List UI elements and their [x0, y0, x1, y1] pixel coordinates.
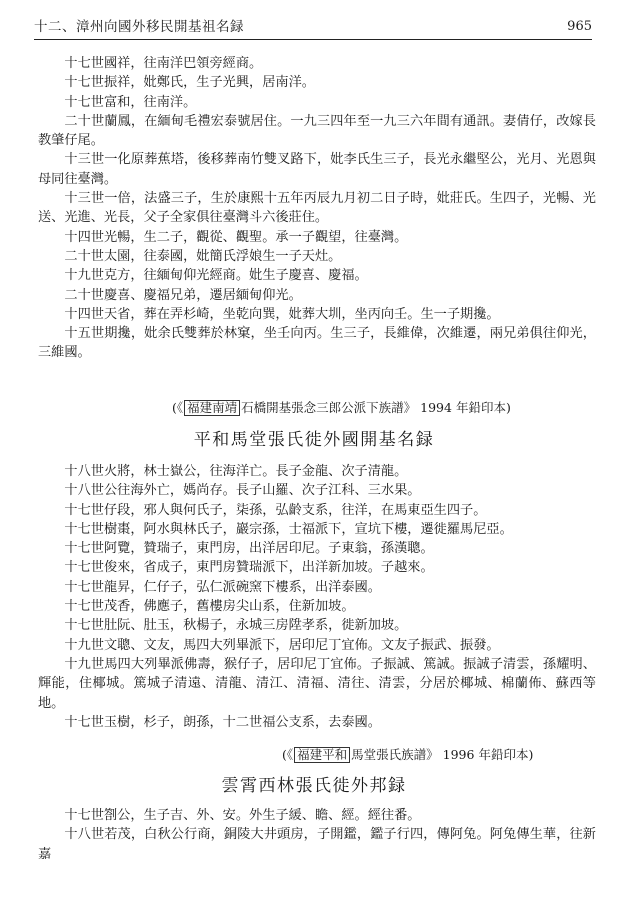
page-number: 965	[567, 19, 592, 34]
section2-body	[38, 462, 596, 732]
paragraph: 十七世龍昇，仁仔子，弘仁派碗窯下樓系，出洋泰國。	[64, 579, 381, 595]
paragraph: 十四世光暢，生二子，觀從、觀聖。承一子觀望，往臺灣。	[64, 229, 408, 245]
paragraph: 十七世富和，往南洋。	[64, 94, 197, 110]
section-title: 雲霄西林張氏徙外邦録	[221, 776, 407, 796]
citation-tag: 福建平和	[294, 747, 350, 763]
paragraph: 十七世樹棗，阿水與林氏子，巖宗孫，士福派下，宣坑下樓，遷徙羅馬尼亞。	[64, 521, 513, 537]
section-title: 平和馬堂張氏徙外國開基名録	[193, 430, 435, 450]
chapter-title: 十二、漳州向國外移民開基祖名録	[34, 19, 244, 35]
paragraph: 十七世肚阮、肚玉，秋楊子，永城三房陞孝系，徙新加坡。	[64, 618, 408, 634]
section3-body	[38, 806, 596, 864]
citation-edition: 1996 年鉛印本)	[442, 747, 534, 762]
citation-edition: 1994 年鉛印本)	[420, 400, 511, 415]
citation-tag: 福建南靖	[184, 400, 240, 416]
paragraph: 十七世茂香，佛應子，舊樓房尖山系，住新加坡。	[64, 599, 355, 615]
paragraph: 十四世天省，葬在弄杉崎，坐乾向巽，妣葬大圳，坐丙向壬。生一子期攙。	[64, 306, 500, 322]
paragraph: 十七世劄公，生子吉、外、安。外生子緩、瞻、經。經往番。	[64, 808, 421, 823]
citation-open: (《	[282, 747, 294, 762]
paragraph: 十九世克方，往緬甸仰光經商。妣生子慶喜、慶福。	[64, 268, 368, 284]
paragraph: 十五世期攙，妣余氏雙葬於林窠，坐壬向丙。生三子，長維偉，次維遷，兩兄弟俱往仰光，三維國。	[38, 326, 596, 361]
paragraph: 十三世一化原葬蕉塔，後移葬南竹雙叉路下，妣李氏生三子，長光永繼堅公，光月、光恩與母同往臺灣。	[38, 152, 596, 187]
paragraph: 十七世玉樹，杉子，朗孫，十二世福公支系，去泰國。	[64, 714, 381, 730]
section1-body	[38, 54, 596, 363]
paragraph: 十八世公往海外亡，媽尚存。長子山羅、次子江科、三水果。	[64, 483, 421, 499]
paragraph: 十八世若茂，白秋公行商，銅陵大井頭房，子開鑑，鑑子行四，傳阿兔。阿兔傳生華，往新嘉	[38, 827, 596, 862]
paragraph: 二十世蘭鳳，在緬甸毛禮宏泰號居住。一九三四年至一九三六年間有通訊。妻倩仔，改嫁長教肇仔尾。	[38, 113, 596, 149]
citation-title: 石橋開基張念三郎公派下族譜》	[241, 400, 417, 415]
paragraph: 十九世文聰、文友，馬四大列畢派下，居印尼丁宜佈。文友子振武、振發。	[64, 637, 500, 653]
source-citation	[172, 399, 511, 417]
paragraph: 十三世一倍，法盛三子，生於康熙十五年丙辰九月初二日子時，妣莊氏。生四子，光暢、光送、光進、光長，父子全家俱往臺灣斗六後莊住。	[38, 191, 596, 226]
page-header	[34, 17, 592, 40]
paragraph: 十七世俊來，省成子，東門房贊瑞派下，出洋新加坡。子越來。	[64, 560, 434, 576]
paragraph: 十八世火將，林士嶽公，往海洋亡。長子金龍、次子清龍。	[64, 464, 408, 479]
paragraph: 十七世振祥，妣鄭氏，生子光興，居南洋。	[64, 75, 315, 91]
citation-title: 馬堂張氏族譜》	[351, 747, 439, 762]
paragraph: 十七世國祥，往南洋巴領旁經商。	[64, 56, 263, 71]
paragraph: 二十世太園，往泰國，妣簡氏浮娘生一子天灶。	[64, 248, 342, 264]
paragraph: 十七世阿覽，贊瑞子，東門房，出洋居印尼。子東翁，孫漢聰。	[64, 541, 434, 557]
paragraph: 十九世馬四大列畢派佛壽，猴仔子，居印尼丁宜佈。子振誠、篤誠。振誠子清雲，孫耀明、輝能，住椰城。篤城子清遠、清龍、清江、清福、清往、清雲，分居於椰城、棉蘭佈、蘇西等地。	[38, 656, 596, 711]
paragraph: 十七世仔段，邪人與何氏子，柒孫，弘齡支系，往洋，在馬東亞生四子。	[64, 502, 487, 518]
citation-open: (《	[172, 400, 184, 415]
paragraph: 二十世慶喜、慶福兄弟，遷居緬甸仰光。	[64, 287, 302, 303]
source-citation	[282, 746, 533, 764]
